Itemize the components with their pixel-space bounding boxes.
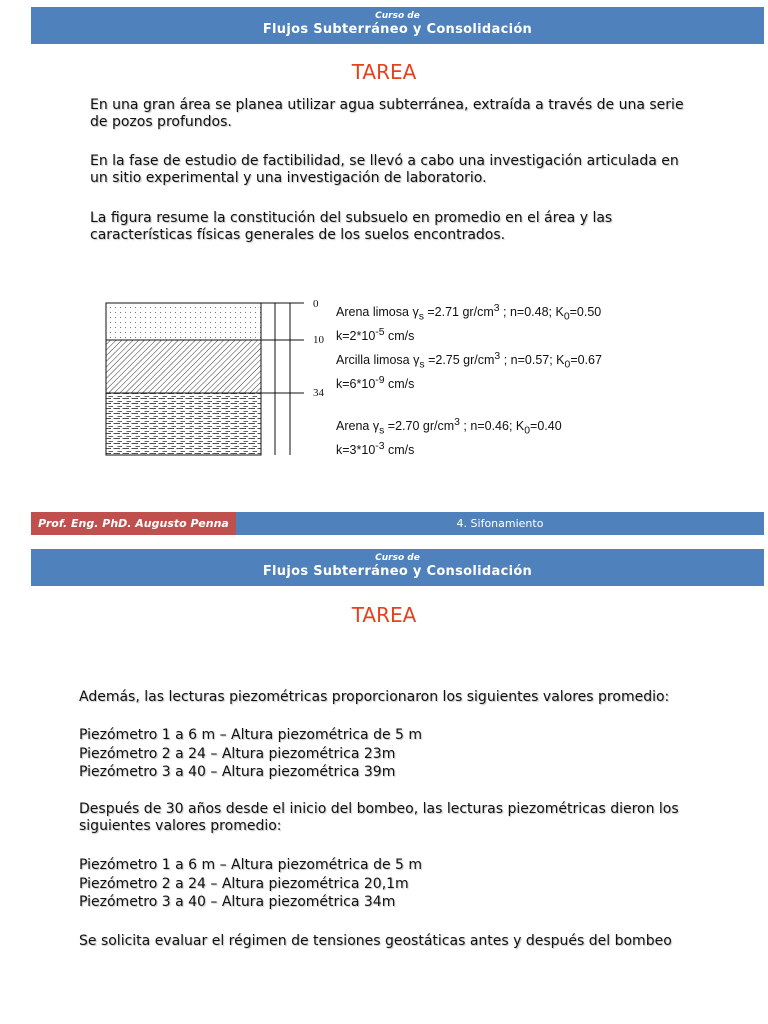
- layer-2-description: [336, 349, 602, 392]
- layer-sand: [106, 393, 261, 455]
- k-unit: cm/s: [384, 442, 415, 457]
- paragraph-1: [90, 97, 700, 131]
- k-text: k=6*10: [336, 376, 376, 391]
- slide-title: TAREA: [351, 603, 417, 627]
- list-item: Piezómetro 3 a 40 – Altura piezométrica 34m: [79, 894, 396, 910]
- k-exponent: -9: [375, 374, 385, 386]
- porosity-text: ; n=0.57; K: [503, 353, 565, 368]
- k0-value: =0.50: [569, 305, 602, 320]
- paragraph-text: En una gran área se planea utilizar agua subterránea, extraída a través de una serie de pozos profundos.: [90, 97, 684, 130]
- porosity-text: ; n=0.46; K: [463, 419, 525, 434]
- k-text: k=3*10: [336, 442, 376, 457]
- readings-intro: [79, 689, 709, 706]
- paragraph-2: [90, 153, 700, 187]
- depth-label-10: 10: [313, 334, 324, 346]
- readings-after-list: [79, 856, 709, 912]
- gamma-value: =2.71 gr/cm: [427, 305, 494, 320]
- paragraph-text: Además, las lecturas piezométricas proporcionaron los siguientes valores promedio:: [79, 689, 670, 705]
- slide-footer: [31, 512, 764, 535]
- course-title: Flujos Subterráneo y Consolidación: [262, 564, 533, 579]
- list-item: Piezómetro 3 a 40 – Altura piezométrica 39m: [79, 764, 396, 780]
- readings-after-intro: [79, 801, 709, 835]
- gamma-symbol: γ: [372, 419, 380, 434]
- layer-silty-clay: [106, 340, 261, 393]
- porosity-text: ; n=0.48; K: [503, 305, 564, 320]
- superscript: 3: [454, 417, 460, 428]
- list-item: Piezómetro 1 a 6 m – Altura piezométrica de 5 m: [79, 727, 423, 743]
- k-unit: cm/s: [384, 328, 415, 343]
- k-unit: cm/s: [384, 376, 415, 391]
- gamma-value: =2.70 gr/cm: [387, 419, 455, 434]
- superscript: 3: [494, 351, 501, 362]
- course-banner-top: [31, 7, 764, 44]
- footer-author: Prof. Eng. PhD. Augusto Penna: [31, 512, 236, 535]
- layer-1-properties: [336, 301, 601, 325]
- readings-before-list: [79, 726, 709, 782]
- subscript: s: [379, 425, 385, 437]
- k0-value: =0.40: [530, 419, 562, 434]
- footer-section: 4. Sifonamiento: [456, 517, 544, 530]
- layer-sand-silty: [106, 303, 261, 340]
- gamma-symbol: γ: [413, 353, 420, 368]
- paragraph-3: [90, 210, 700, 244]
- course-title: Flujos Subterráneo y Consolidación: [262, 22, 533, 37]
- k-exponent: -3: [375, 440, 385, 452]
- subscript: s: [419, 359, 425, 371]
- paragraph-text: En la fase de estudio de factibilidad, se llevó a cabo una investigación articulada en un sitio experimental y una investigación de laboratorio.: [90, 153, 679, 186]
- layer-name: Arena limosa: [336, 305, 409, 320]
- paragraph-text: Se solicita evaluar el régimen de tensiones geostáticas antes y después del bombeo: [79, 933, 672, 949]
- layer-1-permeability: [336, 325, 601, 344]
- paragraph-text: Después de 30 años desde el inicio del bombeo, las lecturas piezométricas dieron los siguientes valores promedio:: [79, 801, 679, 834]
- task-request: [79, 933, 719, 950]
- gamma-value: =2.75 gr/cm: [428, 353, 495, 368]
- layer-3-permeability: [336, 439, 562, 458]
- layer-name: Arcilla limosa: [336, 353, 410, 368]
- course-banner-bottom: [31, 549, 764, 586]
- layer-2-permeability: [336, 373, 602, 392]
- k0-value: =0.67: [570, 353, 602, 368]
- layer-3-properties: [336, 415, 562, 439]
- list-item: Piezómetro 2 a 24 – Altura piezométrica 20,1m: [79, 875, 409, 892]
- k-exponent: -5: [375, 326, 385, 338]
- depth-label-0: 0: [313, 298, 319, 310]
- course-label: Curso de: [375, 553, 420, 563]
- list-item: Piezómetro 2 a 24 – Altura piezométrica 23m: [79, 745, 396, 762]
- layer-2-properties: [336, 349, 602, 373]
- subscript: 0: [524, 425, 531, 437]
- subscript: 0: [563, 311, 570, 323]
- k-text: k=2*10: [336, 328, 376, 343]
- superscript: 3: [493, 303, 500, 314]
- subscript: s: [418, 311, 424, 323]
- list-item: Piezómetro 1 a 6 m – Altura piezométrica de 5 m: [79, 857, 423, 873]
- layer-3-description: [336, 415, 562, 458]
- soil-profile-diagram: [104, 301, 314, 461]
- layer-name: Arena: [336, 419, 373, 434]
- gamma-symbol: γ: [412, 305, 419, 320]
- subscript: 0: [564, 359, 571, 371]
- paragraph-text: La figura resume la constitución del subsuelo en promedio en el área y las características físicas generales de los suelos encontrados.: [90, 210, 613, 243]
- depth-label-34: 34: [313, 387, 324, 399]
- layer-1-description: [336, 301, 601, 344]
- slide-title: TAREA: [351, 60, 417, 84]
- course-label: Curso de: [375, 11, 420, 21]
